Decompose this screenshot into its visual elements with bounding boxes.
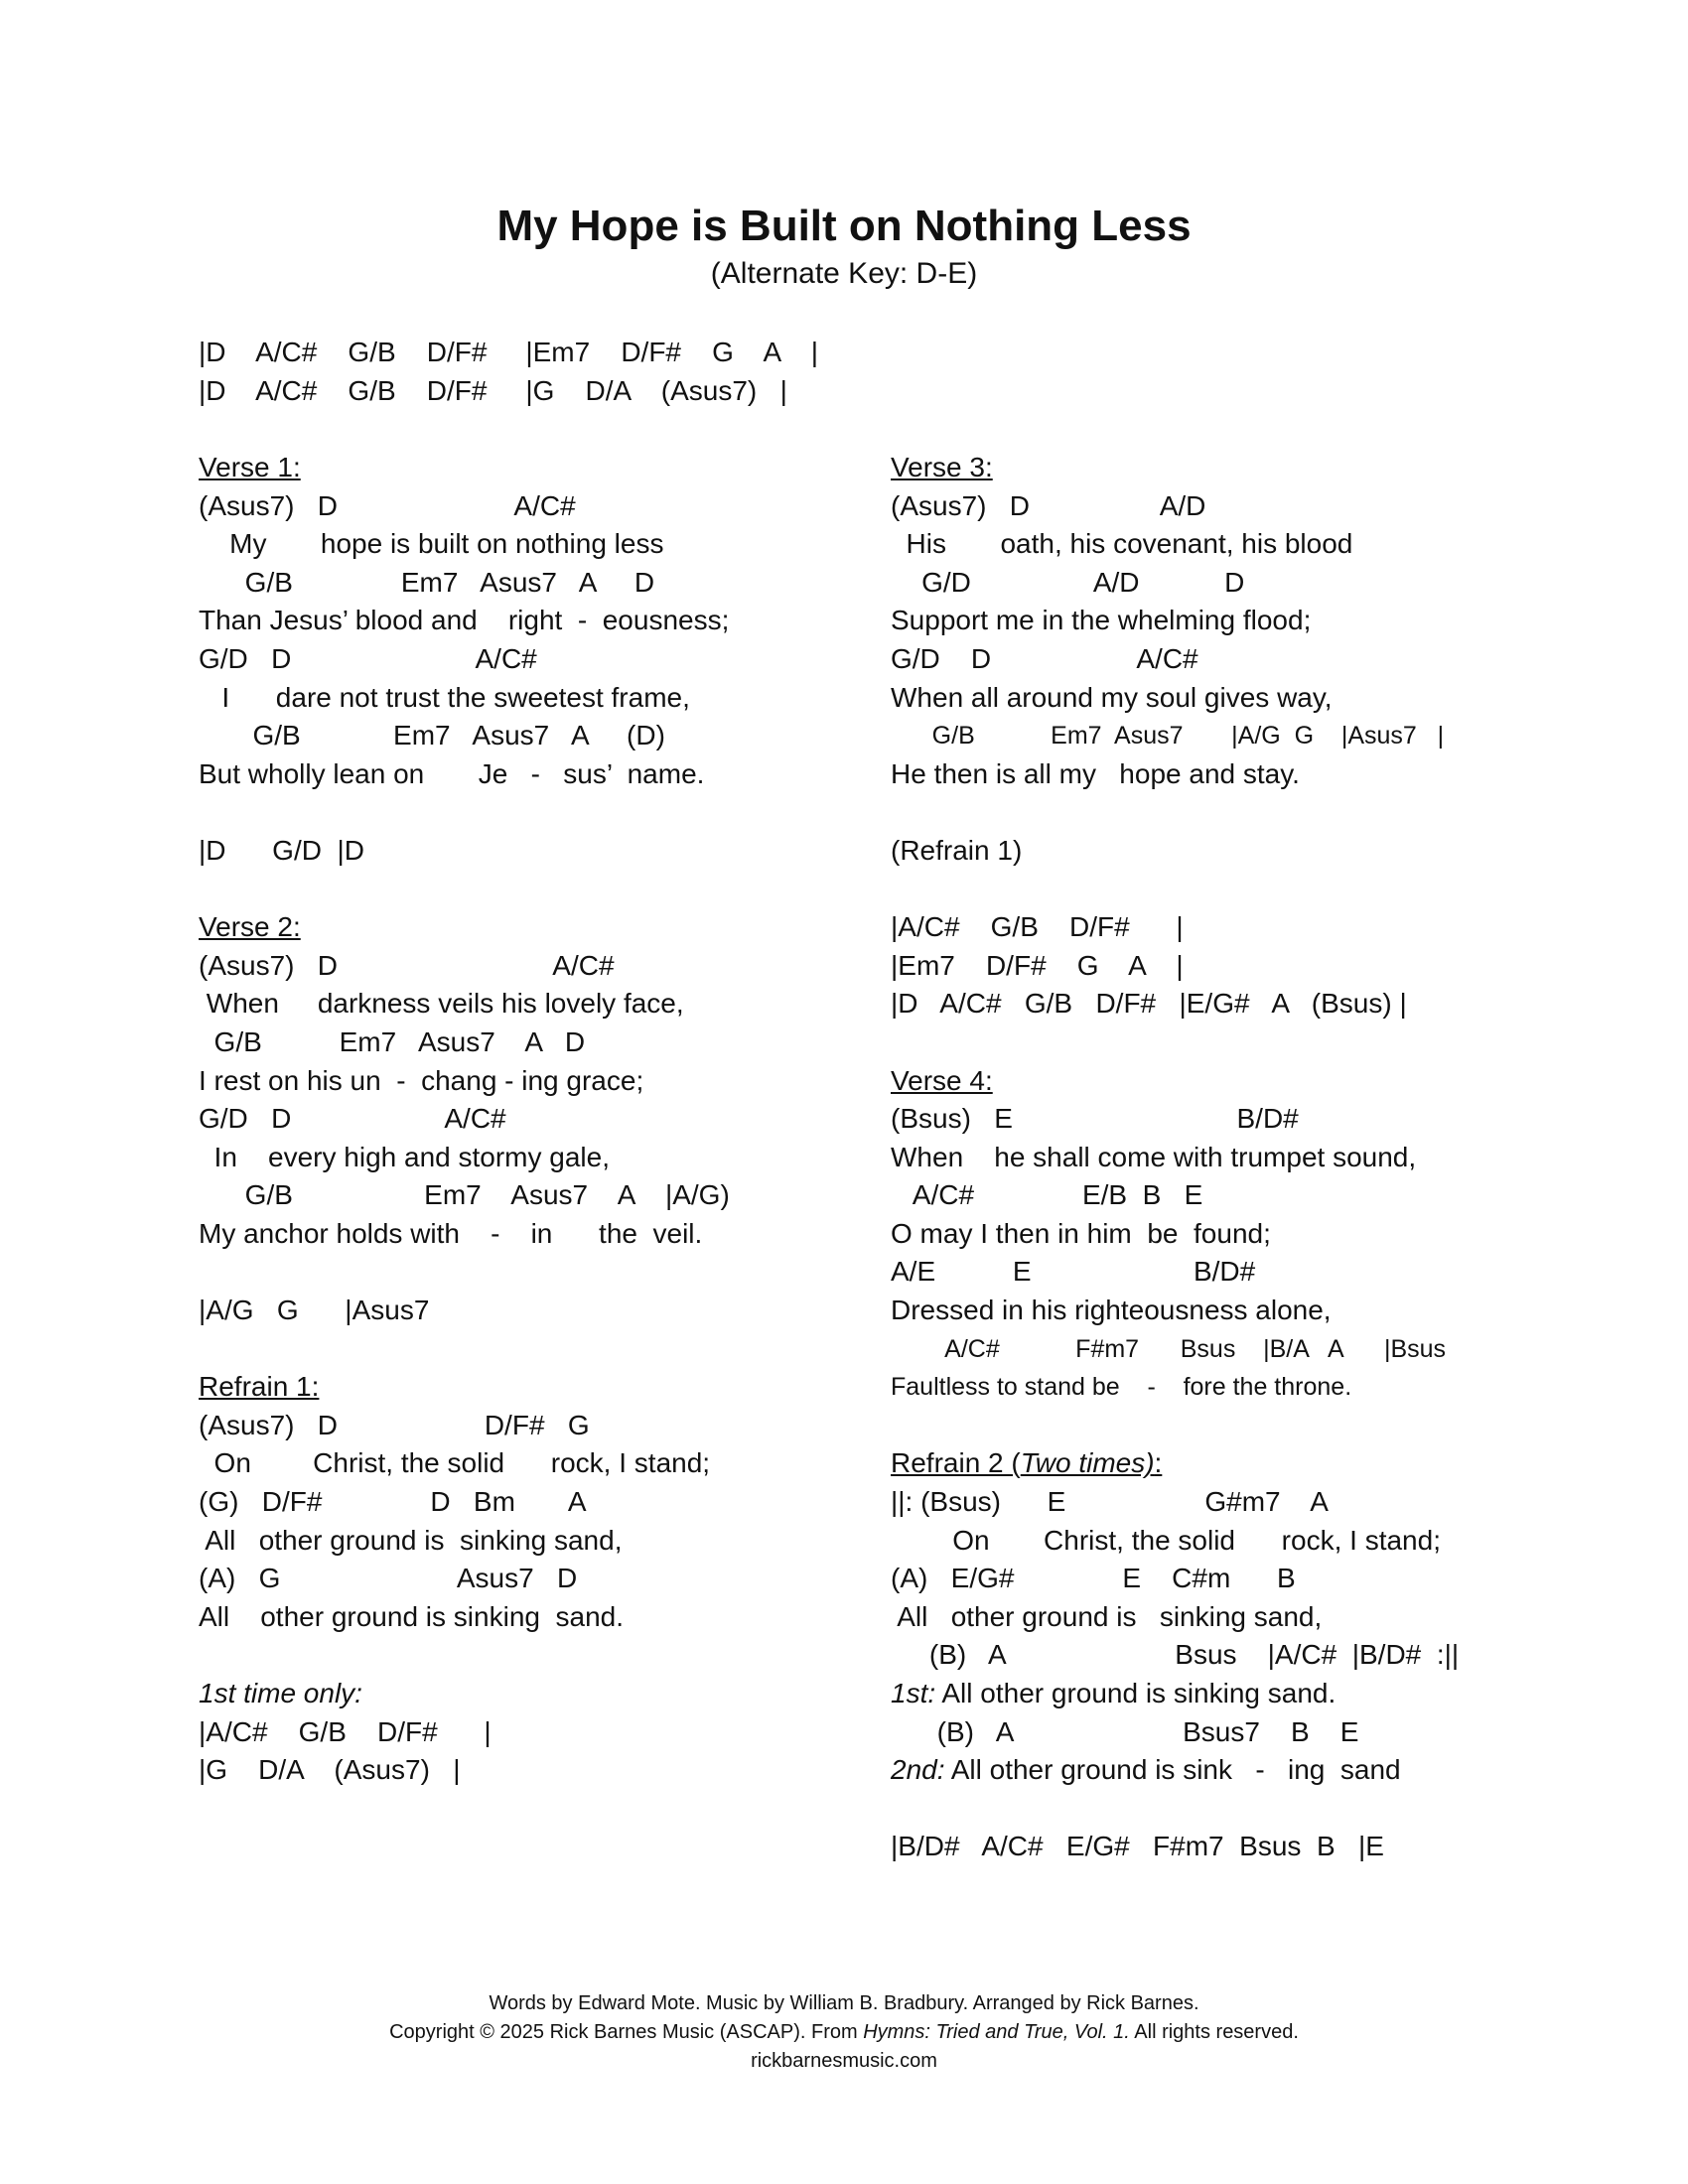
spacer [891,1024,1606,1062]
chart-line: Faultless to stand be - fore the throne. [891,1373,1352,1402]
chart-line: When all around my soul gives way, [891,681,1333,713]
chart-line: G/B Em7 Asus7 A D [199,1025,586,1057]
chart-line: |A/C# G/B D/F# | [891,911,1184,943]
chart-line: When darkness veils his lovely face, [199,988,684,1020]
spacer [891,871,1606,909]
left-column [199,449,874,1790]
chart-line: G/B Em7 Asus7 A D [199,566,655,598]
footer-website: rickbarnesmusic.com [751,2050,937,2072]
section-heading: Refrain 1: [199,1371,320,1403]
chart-line: But wholly lean on Je - sus’ name. [199,757,705,789]
chart-line: Dressed in his righteousness alone, [891,1295,1332,1326]
chart-line: (B) A Bsus |A/C# |B/D# :|| [891,1639,1460,1671]
spacer [199,1330,874,1369]
chart-line: |B/D# A/C# E/G# F#m7 Bsus B |E [891,1831,1384,1862]
performance-note: 1st time only: [199,1678,362,1708]
intro-chord-block [199,334,1489,410]
alternate-key-subtitle: (Alternate Key: D-E) [710,257,978,290]
chart-line: All other ground is sinking sand, [891,1600,1323,1632]
chart-line: He then is all my hope and stay. [891,757,1300,789]
lyric-text: All other ground is sinking sand. [935,1678,1336,1708]
section-heading: Verse 3: [891,452,993,482]
lyric-line [891,1751,1606,1790]
song-title: My Hope is Built on Nothing Less [496,202,1192,250]
footer-credits [0,1989,1688,2076]
chart-line: (G) D/F# D Bm A [199,1486,587,1518]
section-heading: Verse 4: [891,1064,993,1096]
chart-line: (Refrain 1) [891,834,1023,866]
chart-line: (Asus7) D A/D [891,489,1206,521]
chart-line: (Bsus) E B/D# [891,1103,1299,1135]
album-title: Hymns: Tried and True, Vol. 1. [863,2021,1130,2043]
chart-line: On Christ, the solid rock, I stand; [891,1524,1441,1556]
chart-line: His oath, his covenant, his blood [891,528,1353,560]
chart-line: On Christ, the solid rock, I stand; [199,1447,711,1479]
chart-line: All other ground is sinking sand, [199,1524,623,1556]
footer-copyright-line [0,2018,1688,2047]
intro-line: |D A/C# G/B D/F# |G D/A (Asus7) | [199,374,787,406]
chart-line: (A) E/G# E C#m B [891,1563,1296,1594]
chart-line: |A/C# G/B D/F# | [199,1715,492,1747]
spacer [199,871,874,909]
rights-text: All rights reserved. [1129,2021,1299,2043]
lyric-line [891,1675,1606,1713]
chart-line: In every high and stormy gale, [199,1141,610,1172]
chart-line: G/B Em7 Asus7 A |A/G) [199,1179,730,1211]
chart-line: G/D D A/C# [891,642,1198,674]
spacer [199,1636,874,1675]
chart-line: (Asus7) D A/C# [199,949,615,981]
chart-line: |G D/A (Asus7) | [199,1754,461,1786]
copyright-text: Copyright © 2025 Rick Barnes Music (ASCAP). From [389,2021,864,2043]
chart-line: ||: (Bsus) E G#m7 A [891,1486,1329,1518]
chart-line: (B) A Bsus7 B E [891,1715,1359,1747]
heading-italic-text: Two times) [1020,1447,1155,1479]
heading-colon: : [1154,1447,1163,1479]
chart-line: G/B Em7 Asus7 A (D) [199,720,665,751]
spacer [199,793,874,832]
section-heading: Verse 1: [199,452,301,482]
ending-label: 1st: [891,1678,936,1708]
chart-line: |Em7 D/F# G A | [891,949,1184,981]
chart-line: G/D A/D D [891,566,1245,598]
chart-line: G/B Em7 Asus7 |A/G G |Asus7 | [891,722,1445,751]
right-column [891,449,1606,1866]
chart-line: My hope is built on nothing less [199,528,664,560]
chart-line: Support me in the whelming flood; [891,605,1312,636]
chart-line: When he shall come with trumpet sound, [891,1141,1417,1172]
heading-text: Refrain 2 ( [891,1447,1021,1479]
chart-line: Than Jesus’ blood and right - eousness; [199,605,730,636]
spacer [891,1407,1606,1445]
spacer [199,1253,874,1292]
chart-line: A/C# E/B B E [891,1179,1203,1211]
chart-line: |D A/C# G/B D/F# |E/G# A (Bsus) | [891,988,1407,1020]
section-heading: Verse 2: [199,911,301,943]
chart-line: G/D D A/C# [199,642,537,674]
footer-credits-line: Words by Edward Mote. Music by William B. Bradbury. Arranged by Rick Barnes. [489,1992,1199,2014]
chart-line: A/C# F#m7 Bsus |B/A A |Bsus [891,1334,1447,1363]
chart-line: (Asus7) D A/C# [199,489,576,521]
chart-line: |A/G G |Asus7 [199,1295,430,1326]
chart-line: I dare not trust the sweetest frame, [199,681,690,713]
chart-line: I rest on his un - chang - ing grace; [199,1064,644,1096]
lyric-text: All other ground is sink - ing sand [944,1754,1401,1786]
chart-line: |D G/D |D [199,834,365,866]
intro-line: |D A/C# G/B D/F# |Em7 D/F# G A | [199,337,818,367]
chart-line: A/E E B/D# [891,1256,1256,1288]
chart-line: O may I then in him be found; [891,1217,1271,1249]
chart-line: G/D D A/C# [199,1103,506,1135]
chart-line: All other ground is sinking sand. [199,1600,625,1632]
chart-line: (A) G Asus7 D [199,1563,578,1594]
ending-label: 2nd: [891,1754,945,1786]
section-heading [891,1444,1606,1483]
spacer [891,793,1606,832]
spacer [891,1790,1606,1829]
chart-line: My anchor holds with - in the veil. [199,1217,703,1249]
chart-line: (Asus7) D D/F# G [199,1409,590,1440]
